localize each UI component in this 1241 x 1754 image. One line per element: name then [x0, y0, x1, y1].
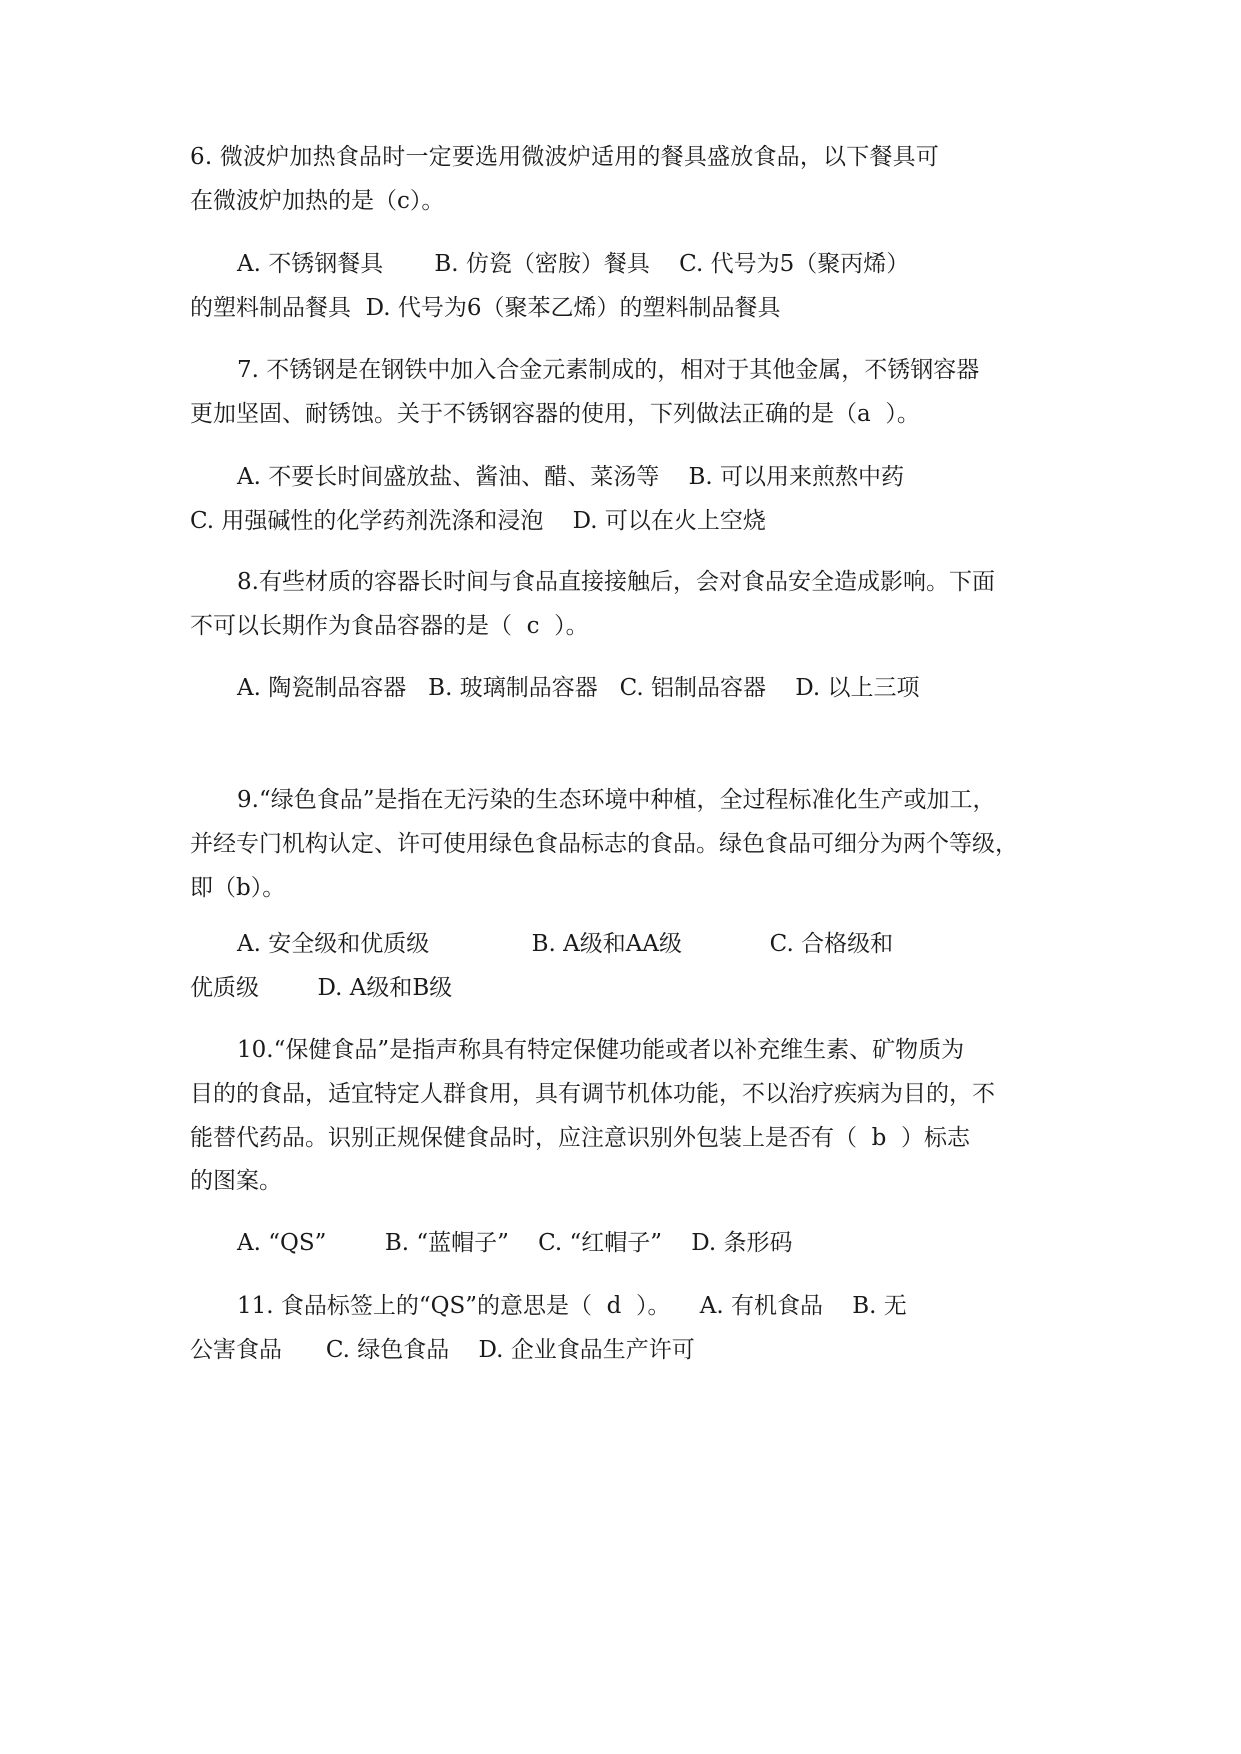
q6-stem-line-2: 在微波炉加热的是（c）。 — [190, 188, 445, 214]
q9-stem-line-1: 9.“绿色食品”是指在无污染的生态环境中种植，全过程标准化生产或加工， — [237, 787, 996, 813]
q6-stem-line-1: 6. 微波炉加热食品时一定要选用微波炉适用的餐具盛放食品，以下餐具可 — [190, 144, 940, 170]
q10-options-line-1: A. “QS” B. “蓝帽子” C. “红帽子” D. 条形码 — [237, 1230, 793, 1256]
q8-stem-line-1: 8.有些材质的容器长时间与食品直接接触后，会对食品安全造成影响。下面 — [237, 569, 995, 595]
q9-stem-line-2: 并经专门机构认定、许可使用绿色食品标志的食品。绿色食品可细分为两个等级， — [190, 831, 1018, 857]
q10-stem-line-1: 10.“保健食品”是指声称具有特定保健功能或者以补充维生素、矿物质为 — [237, 1037, 965, 1063]
q10-stem-line-3: 能替代药品。识别正规保健食品时，应注意识别外包装上是否有（ b ）标志 — [190, 1125, 970, 1151]
q9-options-line-1: A. 安全级和优质级 B. A级和AA级 C. 合格级和 — [237, 931, 894, 957]
q6-options-line-2: 的塑料制品餐具 D. 代号为6（聚苯乙烯）的塑料制品餐具 — [190, 295, 781, 321]
q6-options-line-1: A. 不锈钢餐具 B. 仿瓷（密胺）餐具 C. 代号为5（聚丙烯） — [237, 251, 910, 277]
q7-stem-line-1: 7. 不锈钢是在钢铁中加入合金元素制成的，相对于其他金属，不锈钢容器 — [237, 357, 980, 383]
q9-options-line-2: 优质级 D. A级和B级 — [190, 975, 453, 1001]
q7-options-line-1: A. 不要长时间盛放盐、酱油、醋、菜汤等 B. 可以用来煎熬中药 — [237, 464, 904, 490]
q8-stem-line-2: 不可以长期作为食品容器的是（ c ）。 — [190, 613, 589, 639]
q11-stem-line-2: 公害食品 C. 绿色食品 D. 企业食品生产许可 — [190, 1337, 695, 1363]
q7-options-line-2: C. 用强碱性的化学药剂洗涤和浸泡 D. 可以在火上空烧 — [190, 508, 766, 534]
q10-stem-line-4: 的图案。 — [190, 1168, 282, 1194]
q7-stem-line-2: 更加坚固、耐锈蚀。关于不锈钢容器的使用，下列做法正确的是（a ）。 — [190, 401, 920, 427]
q8-options-line-1: A. 陶瓷制品容器 B. 玻璃制品容器 C. 铝制品容器 D. 以上三项 — [237, 675, 920, 701]
q9-stem-line-3: 即（b）。 — [190, 875, 286, 901]
q10-stem-line-2: 目的的食品，适宜特定人群食用，具有调节机体功能，不以治疗疾病为目的，不 — [190, 1081, 995, 1107]
q11-stem-line-1: 11. 食品标签上的“QS”的意思是（ d ）。 A. 有机食品 B. 无 — [237, 1293, 907, 1319]
